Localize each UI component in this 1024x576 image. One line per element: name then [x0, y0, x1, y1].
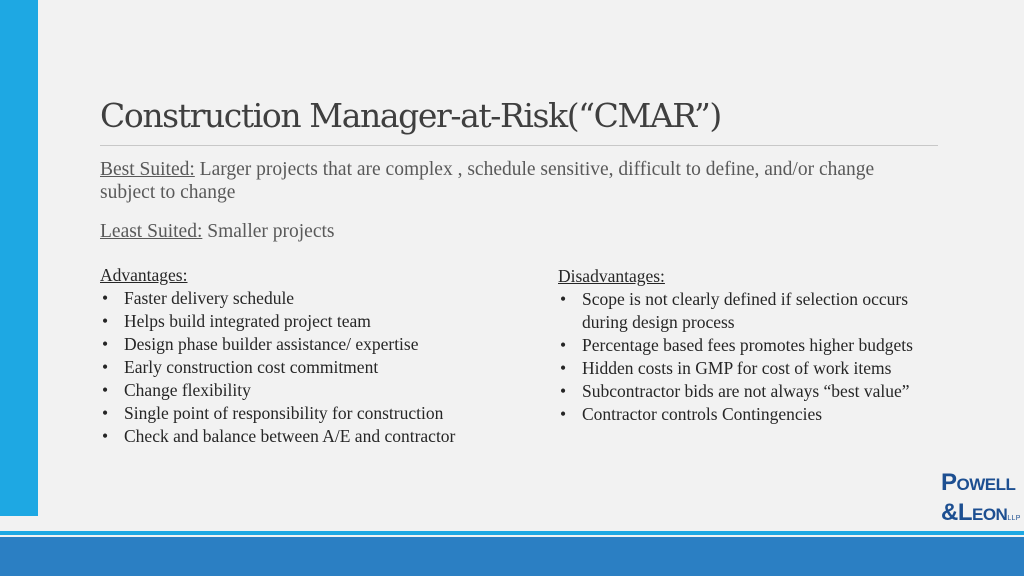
least-suited-text: Smaller projects	[202, 221, 335, 242]
list-item: • Helps build integrated project team	[100, 310, 480, 333]
best-suited-paragraph	[100, 158, 890, 204]
footer-accent-line	[0, 531, 1024, 535]
list-item: • Faster delivery schedule	[100, 287, 480, 310]
list-item: • Percentage based fees promotes higher budgets	[558, 334, 928, 357]
slide-title: Construction Manager-at-Risk(“CMAR”)	[100, 96, 721, 135]
disadvantages-heading: Disadvantages:	[558, 266, 665, 286]
title-divider	[100, 145, 938, 146]
list-item: • Change flexibility	[100, 379, 480, 402]
logo-word-owell: OWELL	[956, 475, 1016, 494]
logo-word-eon: EON	[972, 505, 1008, 524]
logo-initial-l: &L	[941, 499, 972, 526]
advantages-column	[100, 264, 480, 448]
logo-line-2	[941, 501, 1021, 525]
list-item: • Scope is not clearly defined if selection occurs during design process	[558, 288, 928, 334]
best-suited-label: Best Suited:	[100, 159, 195, 180]
list-item: • Subcontractor bids are not always “best value”	[558, 380, 928, 403]
footer-band	[0, 537, 1024, 576]
logo-line-1	[941, 471, 1015, 495]
list-item: • Contractor controls Contingencies	[558, 403, 928, 426]
best-suited-text: Larger projects that are complex , schedule sensitive, difficult to define, and/or change subject to change	[100, 159, 875, 203]
list-item: • Single point of responsibility for construction	[100, 402, 480, 425]
least-suited-label: Least Suited:	[100, 221, 203, 242]
list-item: • Check and balance between A/E and contractor	[100, 425, 480, 448]
left-accent-bar	[0, 0, 38, 516]
least-suited-paragraph	[100, 220, 890, 243]
advantages-heading: Advantages:	[100, 265, 188, 285]
list-item: • Design phase builder assistance/ expertise	[100, 333, 480, 356]
list-item: • Hidden costs in GMP for cost of work items	[558, 357, 928, 380]
disadvantages-list	[558, 288, 928, 426]
advantages-list	[100, 287, 480, 448]
disadvantages-column	[558, 265, 928, 426]
list-item: • Early construction cost commitment	[100, 356, 480, 379]
logo-initial-p: P	[941, 469, 957, 496]
powell-leon-logo	[941, 471, 1021, 527]
logo-llp: LLP	[1007, 515, 1021, 522]
